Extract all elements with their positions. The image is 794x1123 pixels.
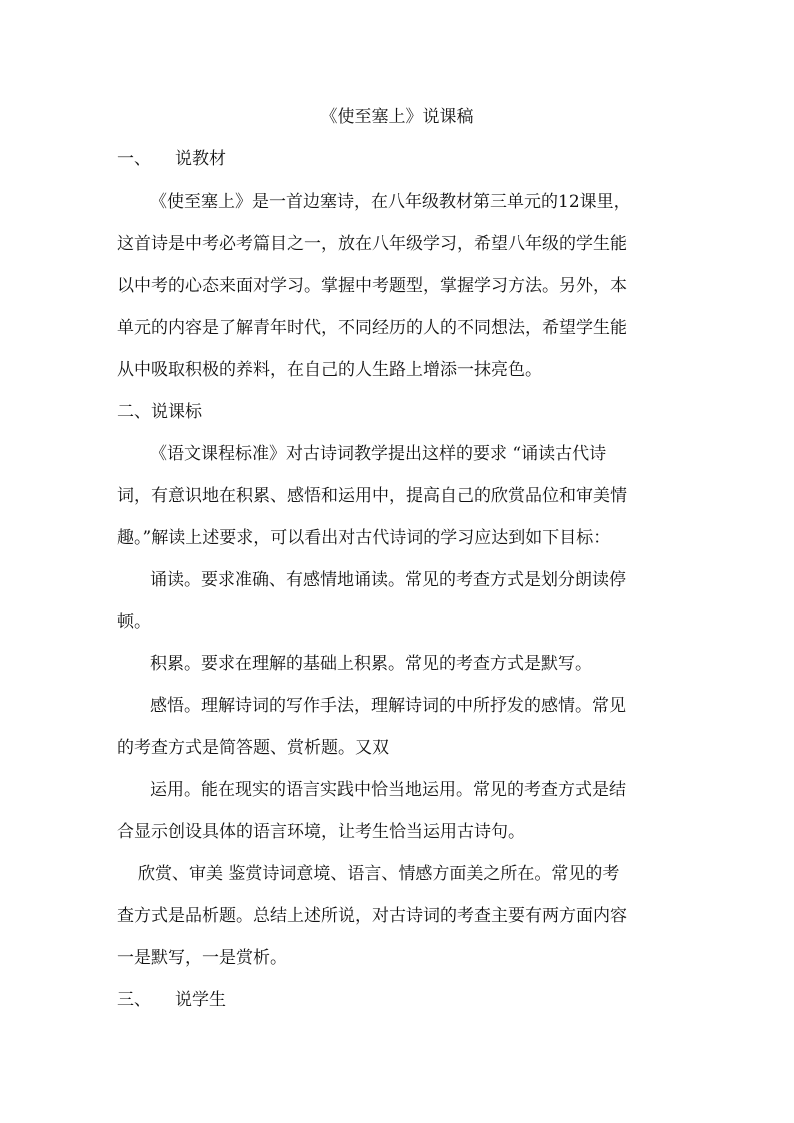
paragraph-line: 运用。能在现实的语言实践中恰当地运用。常见的考查方式是结 — [150, 780, 626, 800]
paragraph-line: 查方式是品析题。总结上述所说，对古诗词的考查主要有两方面内容 — [117, 906, 627, 926]
paragraph-line: 《语文课程标准》对古诗词教学提出这样的要求 “诵读古代诗 — [150, 444, 607, 464]
paragraph-line: 《使至塞上》是一首边塞诗，在八年级教材第三单元的12课里， — [150, 192, 631, 212]
paragraph-line: 欣赏、审美 鉴赏诗词意境、语言、情感方面美之所在。常见的考 — [138, 864, 620, 884]
paragraph-line: 趣。”解读上述要求，可以看出对古代诗词的学习应达到如下目标： — [117, 528, 611, 548]
paragraph-line: 这首诗是中考必考篇目之一，放在八年级学习，希望八年级的学生能 — [117, 234, 627, 254]
section-label-1: 说教材 — [175, 149, 226, 169]
document-title: 《使至塞上》说课稿 — [320, 107, 474, 127]
paragraph-line: 以中考的心态来面对学习。掌握中考题型，掌握学习方法。另外，本 — [117, 276, 627, 296]
section-label-3: 说学生 — [175, 990, 226, 1010]
section-heading-1 — [117, 146, 226, 172]
paragraph-line: 单元的内容是了解青年时代，不同经历的人的不同想法，希望学生能 — [117, 318, 627, 338]
section-heading-3 — [117, 987, 226, 1013]
paragraph-line: 积累。要求在理解的基础上积累。常见的考查方式是默写。 — [150, 654, 592, 674]
paragraph-line: 合显示创设具体的语言环境，让考生恰当运用古诗句。 — [117, 822, 525, 842]
paragraph-line: 感悟。理解诗词的写作手法，理解诗词的中所抒发的感情。常见 — [150, 696, 626, 716]
paragraph-line: 的考查方式是简答题、赏析题。又双 — [117, 738, 389, 758]
paragraph-line: 从中吸取积极的养料，在自己的人生路上增添一抹亮色。 — [117, 360, 542, 380]
paragraph-line: 诵读。要求准确、有感情地诵读。常见的考查方式是划分朗读停 — [150, 570, 626, 590]
paragraph-line: 词，有意识地在积累、感悟和运用中，提高自己的欣赏品位和审美情 — [117, 486, 627, 506]
paragraph-line: 一是默写，一是赏析。 — [117, 948, 287, 968]
section-number-3: 三、 — [117, 990, 151, 1010]
section-number-1: 一、 — [117, 149, 151, 169]
section-heading-2: 二、说课标 — [117, 402, 202, 422]
paragraph-line: 顿。 — [117, 612, 151, 632]
